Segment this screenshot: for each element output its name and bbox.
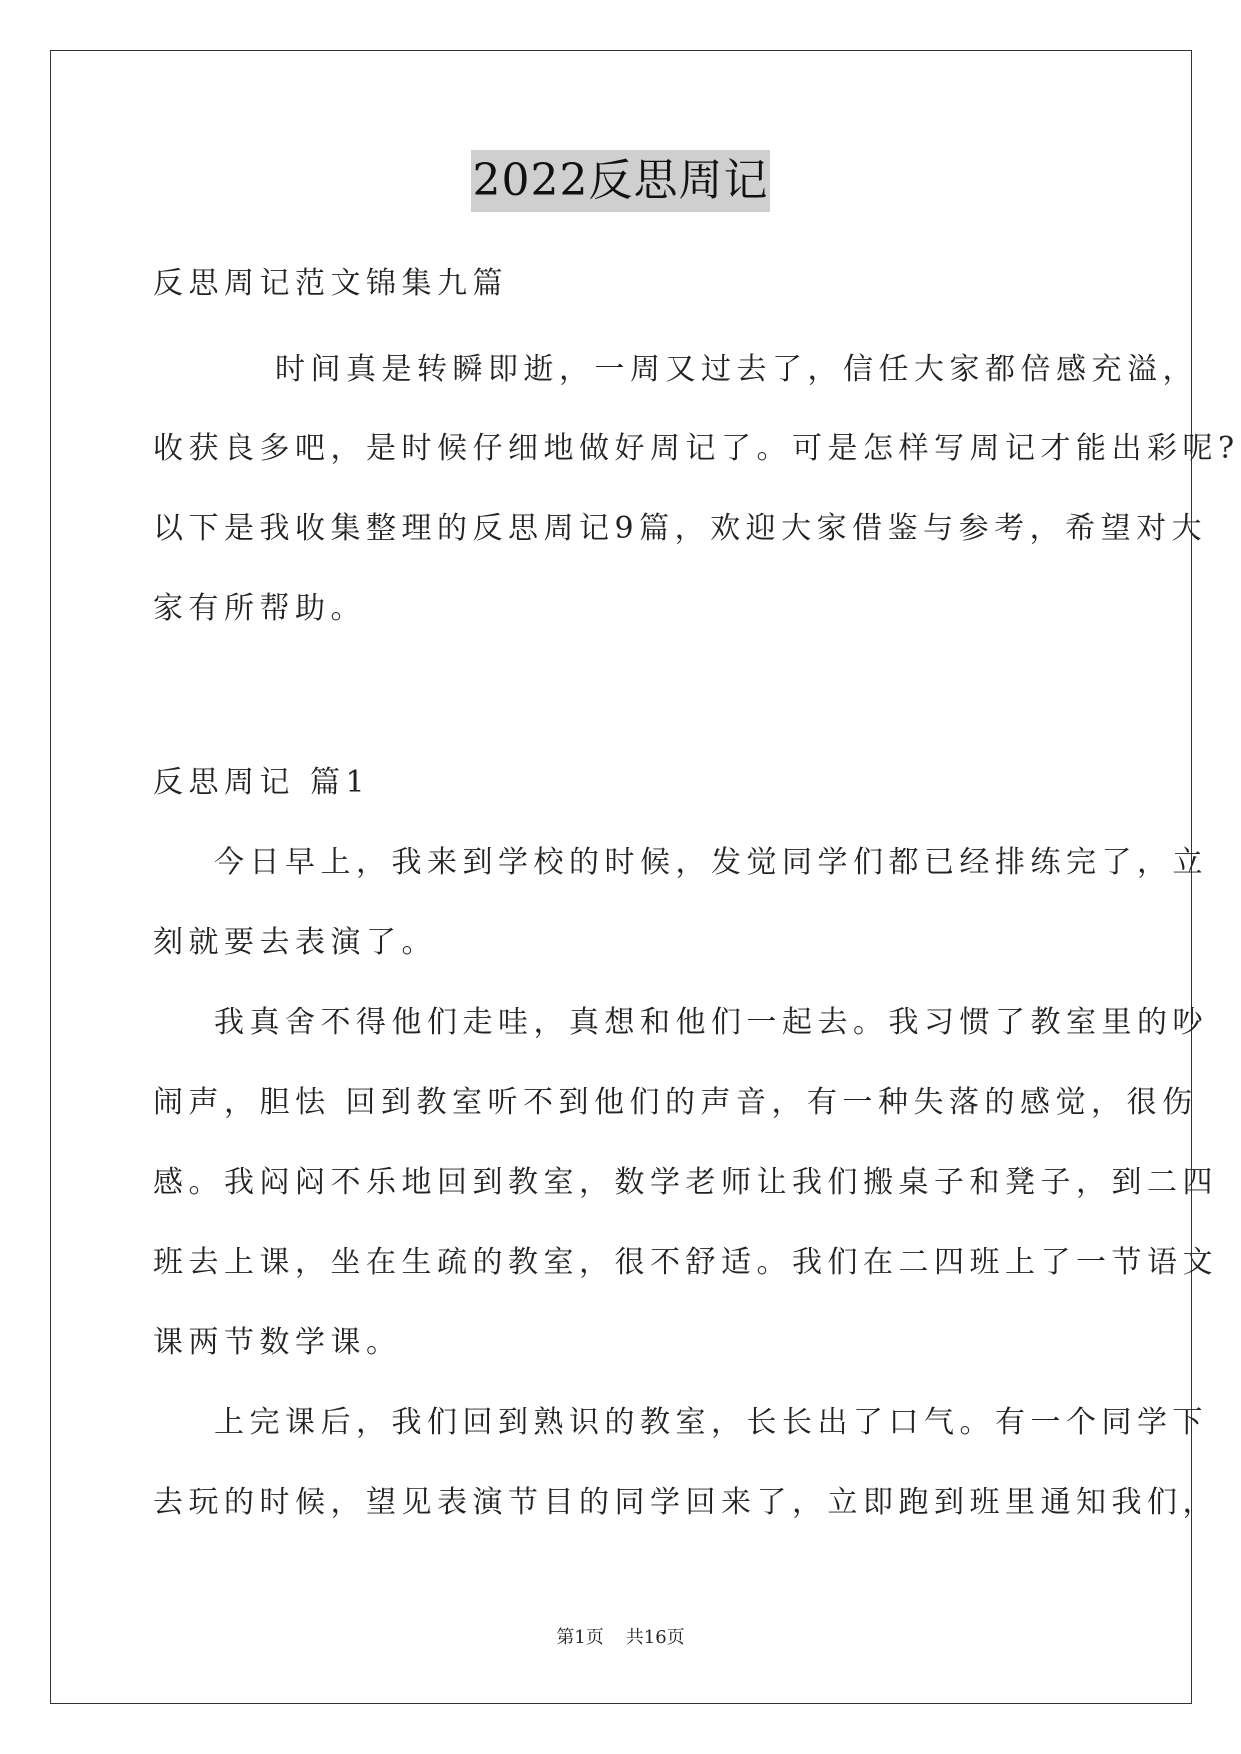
section-heading: 反思周记 篇1 — [153, 765, 371, 800]
paragraph-line: 上完课后，我们回到熟识的教室，长长出了口气。有一个同学下 — [214, 1405, 1208, 1440]
paragraph-line: 刻就要去表演了。 — [153, 925, 437, 960]
paragraph-line: 以下是我收集整理的反思周记9篇，欢迎大家借鉴与参考，希望对大 — [153, 511, 1208, 546]
paragraph-line: 收获良多吧，是时候仔细地做好周记了。可是怎样写周记才能出彩呢? — [153, 431, 1240, 466]
paragraph-line: 去玩的时候，望见表演节目的同学回来了，立即跑到班里通知我们， — [153, 1485, 1218, 1520]
paragraph-line: 时间真是转瞬即逝，一周又过去了，信任大家都倍感充溢， — [275, 352, 1198, 387]
paragraph-line: 闹声，胆怯 回到教室听不到他们的声音，有一种失落的感觉，很伤 — [153, 1085, 1198, 1120]
document-title: 2022反思周记 — [471, 150, 771, 212]
title-container — [0, 150, 1241, 212]
paragraph-line: 今日早上，我来到学校的时候，发觉同学们都已经排练完了，立 — [214, 845, 1208, 880]
paragraph-line: 感。我闷闷不乐地回到教室，数学老师让我们搬桌子和凳子，到二四 — [153, 1165, 1218, 1200]
paragraph-line: 我真舍不得他们走哇，真想和他们一起去。我习惯了教室里的吵 — [214, 1005, 1208, 1040]
page-footer — [0, 1626, 1241, 1650]
doc-subtitle: 反思周记范文锦集九篇 — [153, 266, 508, 301]
paragraph-line: 课两节数学课。 — [153, 1325, 402, 1360]
page-number: 第1页 — [556, 1627, 604, 1648]
page-total: 共16页 — [625, 1627, 685, 1648]
paragraph-line: 班去上课，坐在生疏的教室，很不舒适。我们在二四班上了一节语文 — [153, 1245, 1218, 1280]
paragraph-line: 家有所帮助。 — [153, 591, 366, 626]
